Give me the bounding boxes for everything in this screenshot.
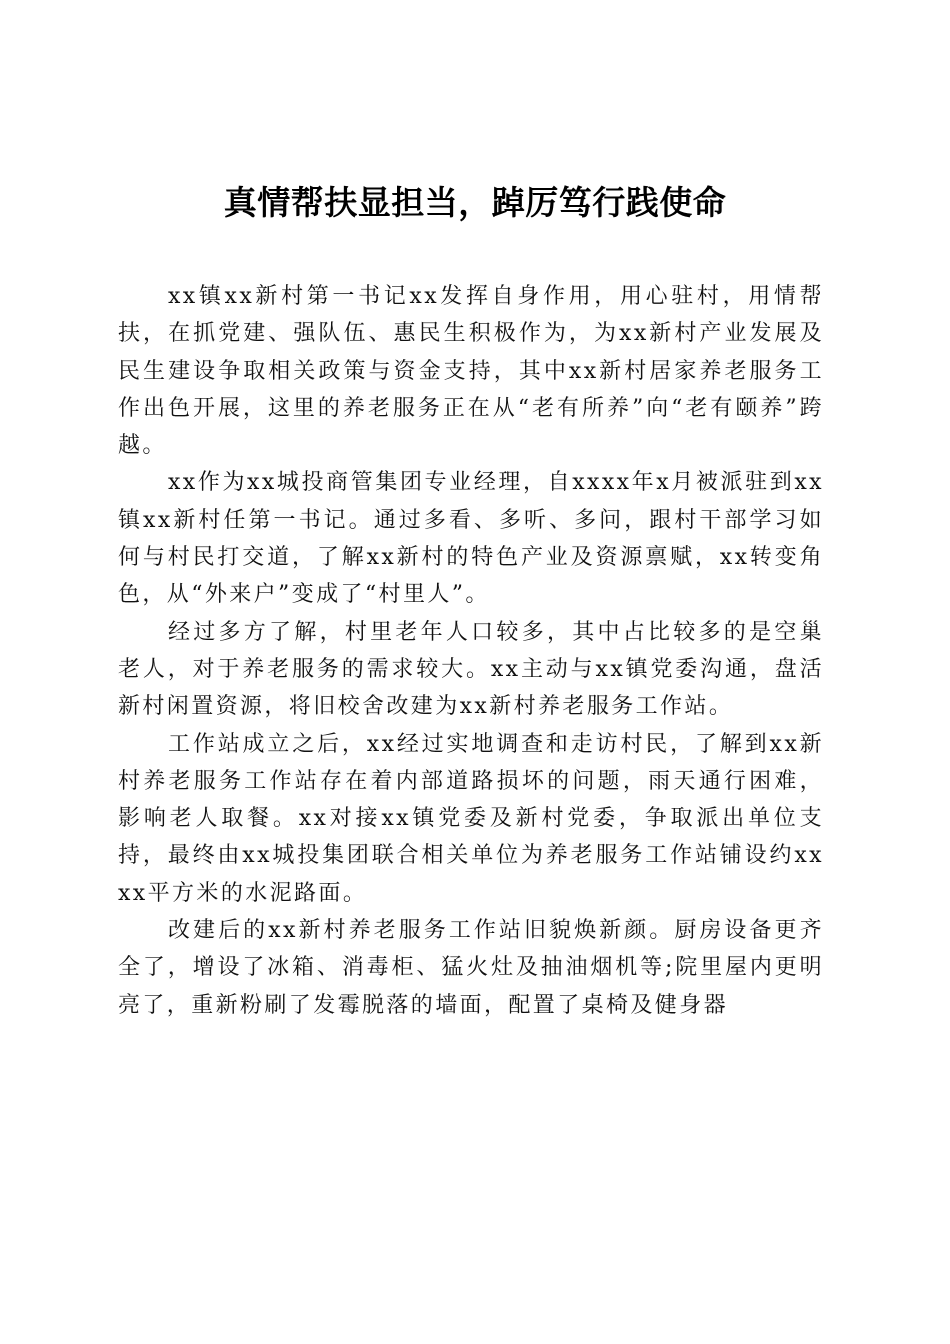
document-body [118, 278, 824, 1024]
paragraph-2: xx作为xx城投商管集团专业经理，自xxxx年x月被派驻到xx镇xx新村任第一书记。通过多看、多听、多问，跟村干部学习如何与村民打交道，了解xx新村的特色产业及资源禀赋，xx转变角色，从“外来户”变成了“村里人”。 [118, 470, 824, 608]
paragraph-5: 改建后的xx新村养老服务工作站旧貌焕新颜。厨房设备更齐全了，增设了冰箱、消毒柜、猛火灶及抽油烟机等;院里屋内更明亮了，重新粉刷了发霉脱落的墙面，配置了桌椅及健身器 [118, 918, 824, 1018]
paragraph-4: 工作站成立之后，xx经过实地调查和走访村民，了解到xx新村养老服务工作站存在着内部道路损坏的问题，雨天通行困难，影响老人取餐。xx对接xx镇党委及新村党委，争取派出单位支持，最终由xx城投集团联合相关单位为养老服务工作站铺设约xxxx平方米的水泥路面。 [118, 731, 824, 906]
paragraph-1: xx镇xx新村第一书记xx发挥自身作用，用心驻村，用情帮扶，在抓党建、强队伍、惠民生积极作为，为xx新村产业发展及民生建设争取相关政策与资金支持，其中xx新村居家养老服务工作出色开展，这里的养老服务正在从“老有所养”向“老有颐养”跨越。 [118, 284, 824, 459]
paragraph-3: 经过多方了解，村里老年人口较多，其中占比较多的是空巢老人，对于养老服务的需求较大。xx主动与xx镇党委沟通，盘活新村闲置资源，将旧校舍改建为xx新村养老服务工作站。 [118, 619, 824, 720]
document-title: 真情帮扶显担当，踔厉笃行践使命 [223, 183, 727, 222]
